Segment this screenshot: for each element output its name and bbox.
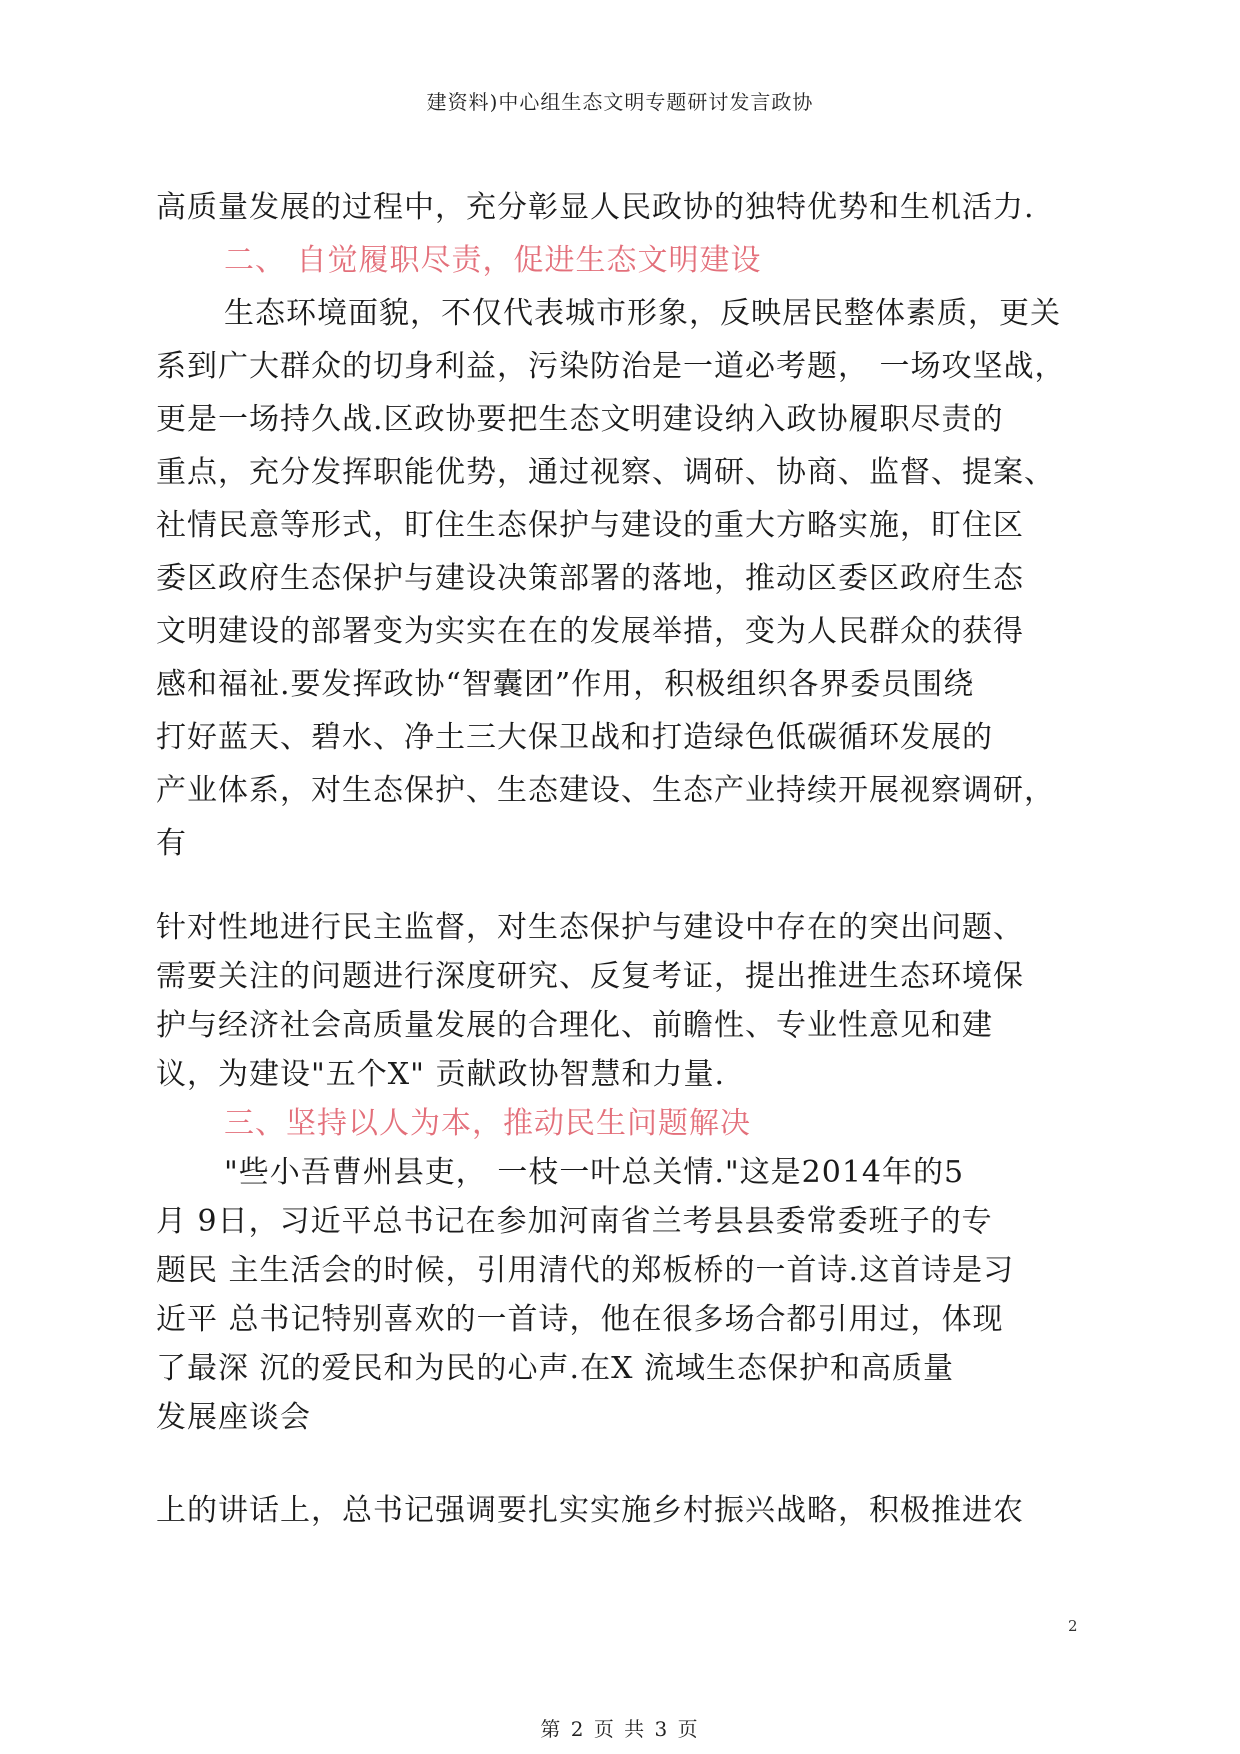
section-heading-3: 三、坚持以人为本，推动民生问题解决 — [224, 1106, 751, 1141]
document-body-tail — [156, 1484, 1091, 1537]
paragraph-line: 有 — [156, 826, 187, 861]
paragraph-line: 了最深 沉的爱民和为民的心声.在X 流域生态保护和高质量 — [156, 1351, 954, 1386]
page-footer: 第 2 页 共 3 页 — [540, 1717, 700, 1741]
document-body — [156, 181, 1091, 870]
document-body-continued — [156, 903, 1091, 1442]
paragraph-line: 社情民意等形式，盯住生态保护与建设的重大方略实施，盯住区 — [156, 508, 1024, 543]
paragraph-line: 文明建设的部署变为实实在在的发展举措，变为人民群众的获得 — [156, 614, 1024, 649]
paragraph-line: 打好蓝天、碧水、净土三大保卫战和打造绿色低碳循环发展的 — [156, 720, 993, 755]
paragraph-line: 议，为建设"五个X" 贡献政协智慧和力量. — [156, 1057, 726, 1092]
paragraph-line: 重点，充分发挥职能优势，通过视察、调研、协商、监督、提案、 — [156, 455, 1055, 490]
page-header: 建资料)中心组生态文明专题研讨发言政协 — [426, 90, 814, 114]
paragraph-line: 感和福祉.要发挥政协“智囊团”作用，积极组织各界委员围绕 — [156, 667, 975, 702]
paragraph-line: 产业体系，对生态保护、生态建设、生态产业持续开展视察调研， — [156, 773, 1055, 808]
page-number: 2 — [1068, 1617, 1078, 1635]
paragraph-line: 针对性地进行民主监督，对生态保护与建设中存在的突出问题、 — [156, 910, 1024, 945]
paragraph-line: 近平 总书记特别喜欢的一首诗，他在很多场合都引用过，体现 — [156, 1302, 1004, 1337]
paragraph-line: 发展座谈会 — [156, 1400, 311, 1435]
paragraph-line: 题民 主生活会的时候，引用清代的郑板桥的一首诗.这首诗是习 — [156, 1253, 1015, 1288]
paragraph-line: "些小吾曹州县吏， 一枝一叶总关情."这是2014年的5 — [224, 1155, 965, 1190]
paragraph-line: 上的讲话上，总书记强调要扎实实施乡村振兴战略，积极推进农 — [156, 1493, 1024, 1528]
paragraph-line: 护与经济社会高质量发展的合理化、前瞻性、专业性意见和建 — [156, 1008, 993, 1043]
paragraph-line: 系到广大群众的切身利益，污染防治是一道必考题， 一场攻坚战， — [156, 349, 1066, 384]
paragraph-line: 月 9日，习近平总书记在参加河南省兰考县县委常委班子的专 — [156, 1204, 993, 1239]
section-heading-2: 二、 自觉履职尽责，促进生态文明建设 — [224, 243, 762, 278]
paragraph-line: 高质量发展的过程中，充分彰显人民政协的独特优势和生机活力. — [156, 190, 1035, 225]
paragraph-line: 需要关注的问题进行深度研究、反复考证，提出推进生态环境保 — [156, 959, 1024, 994]
paragraph-line: 生态环境面貌，不仅代表城市形象，反映居民整体素质，更关 — [224, 296, 1061, 331]
paragraph-line: 委区政府生态保护与建设决策部署的落地，推动区委区政府生态 — [156, 561, 1024, 596]
paragraph-line: 更是一场持久战.区政协要把生态文明建设纳入政协履职尽责的 — [156, 402, 1004, 437]
